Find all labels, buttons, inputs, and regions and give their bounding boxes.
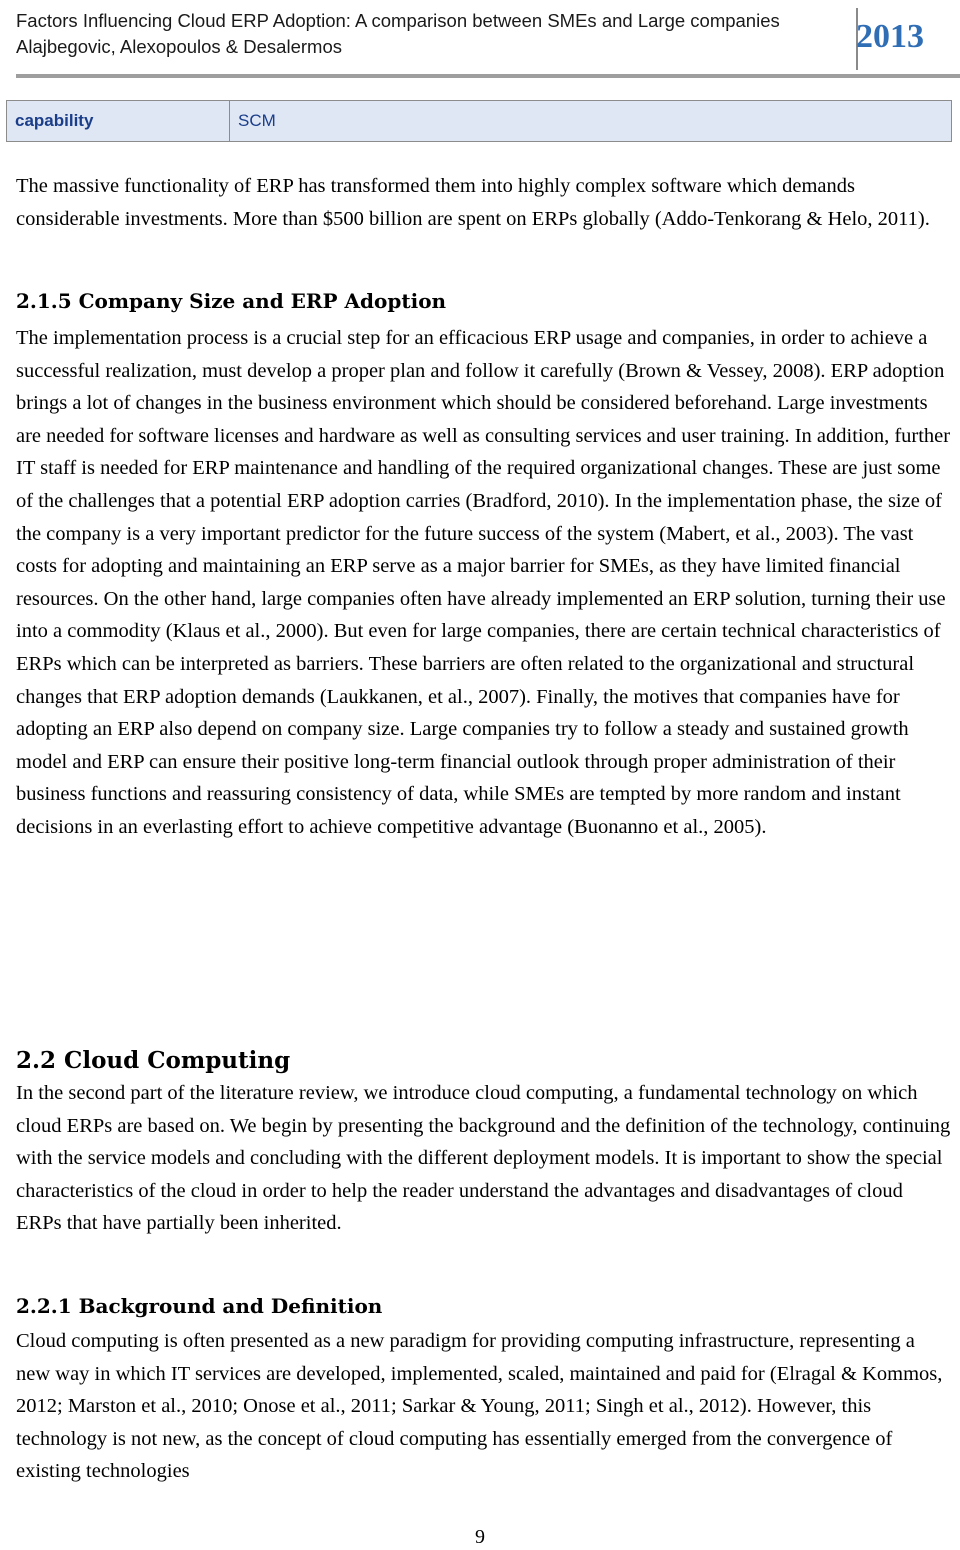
page-header [16,8,946,70]
section-heading-2-2-1: 2.2.1 Background and Definition [16,1294,383,1318]
paragraph-company-size: The implementation process is a crucial step for an efficacious ERP usage and companies, in order to achieve a successful realization, must develop a proper plan and follow it carefully (Brown & Vessey, 2008). ERP adoption brings a lot of changes in the business environment which should be considered beforehand. Large investments are needed for software licenses and hardware as well as consulting services and user training. In addition, further IT staff is needed for ERP maintenance and handling of the required organizational changes. These are just some of the challenges that a potential ERP adoption carries (Bradford, 2010). In the implementation phase, the size of the company is a very important predictor for the future success of the system (Mabert, et al., 2003). The vast costs for adopting and maintaining an ERP serve as a major barrier for SMEs, as they have limited financial resources. On the other hand, large companies often have already implemented an ERP solution, turning their use into a commodity (Klaus et al., 2000). But even for large companies, there are certain technical characteristics of ERPs which can be interpreted as barriers. These barriers are often related to the organizational and structural changes that ERP adoption demands (Laukkanen, et al., 2007). Finally, the motives that companies have for adopting an ERP also depend on company size. Large companies try to follow a steady and sustained growth model and ERP can ensure their positive long-term financial outlook through proper administration of their business functions and reassuring consistency of data, while SMEs are tempted by more random and instant decisions in an everlasting effort to achieve competitive advantage (Buonanno et al., 2005). [16,327,951,838]
running-authors: Alajbegovic, Alexopoulos & Desalermos [16,36,342,57]
page-number: 9 [475,1526,485,1548]
table-cell-scm: SCM [238,111,276,130]
header-year: 2013 [856,18,924,55]
header-rule [16,74,960,78]
section-heading-2-1-5: 2.1.5 Company Size and ERP Adoption [16,289,447,313]
paragraph-intro: The massive functionality of ERP has transformed them into highly complex software which demands considerable investments. More than $500 billion are spent on ERPs globally (Addo-Tenkorang & Helo, 2011). [16,175,930,230]
paragraph-cloud-intro: In the second part of the literature review, we introduce cloud computing, a fundamental technology on which cloud ERPs are based on. We begin by presenting the background and the definition of the technology, continuing with the service models and concluding with the different deployment models. It is important to show the special characteristics of the cloud in order to help the reader understand the advantages and disadvantages of cloud ERPs that have partially been inherited. [16,1082,951,1235]
paragraph-background: Cloud computing is often presented as a new paradigm for providing computing infrastructure, representing a new way in which IT services are developed, implemented, scaled, maintained and paid for (Elragal & Kommos, 2012; Marston et al., 2010; Onose et al., 2011; Sarkar & Young, 2011; Singh et al., 2012). However, this technology is not new, as the concept of cloud computing has essentially emerged from the convergence of existing technologies [16,1330,943,1483]
running-title: Factors Influencing Cloud ERP Adoption: A comparison between SMEs and Large companies [16,10,780,31]
table-cell-capability: capability [7,101,230,141]
section-heading-2-2: 2.2 Cloud Computing [16,1047,291,1074]
table-row [6,100,952,142]
